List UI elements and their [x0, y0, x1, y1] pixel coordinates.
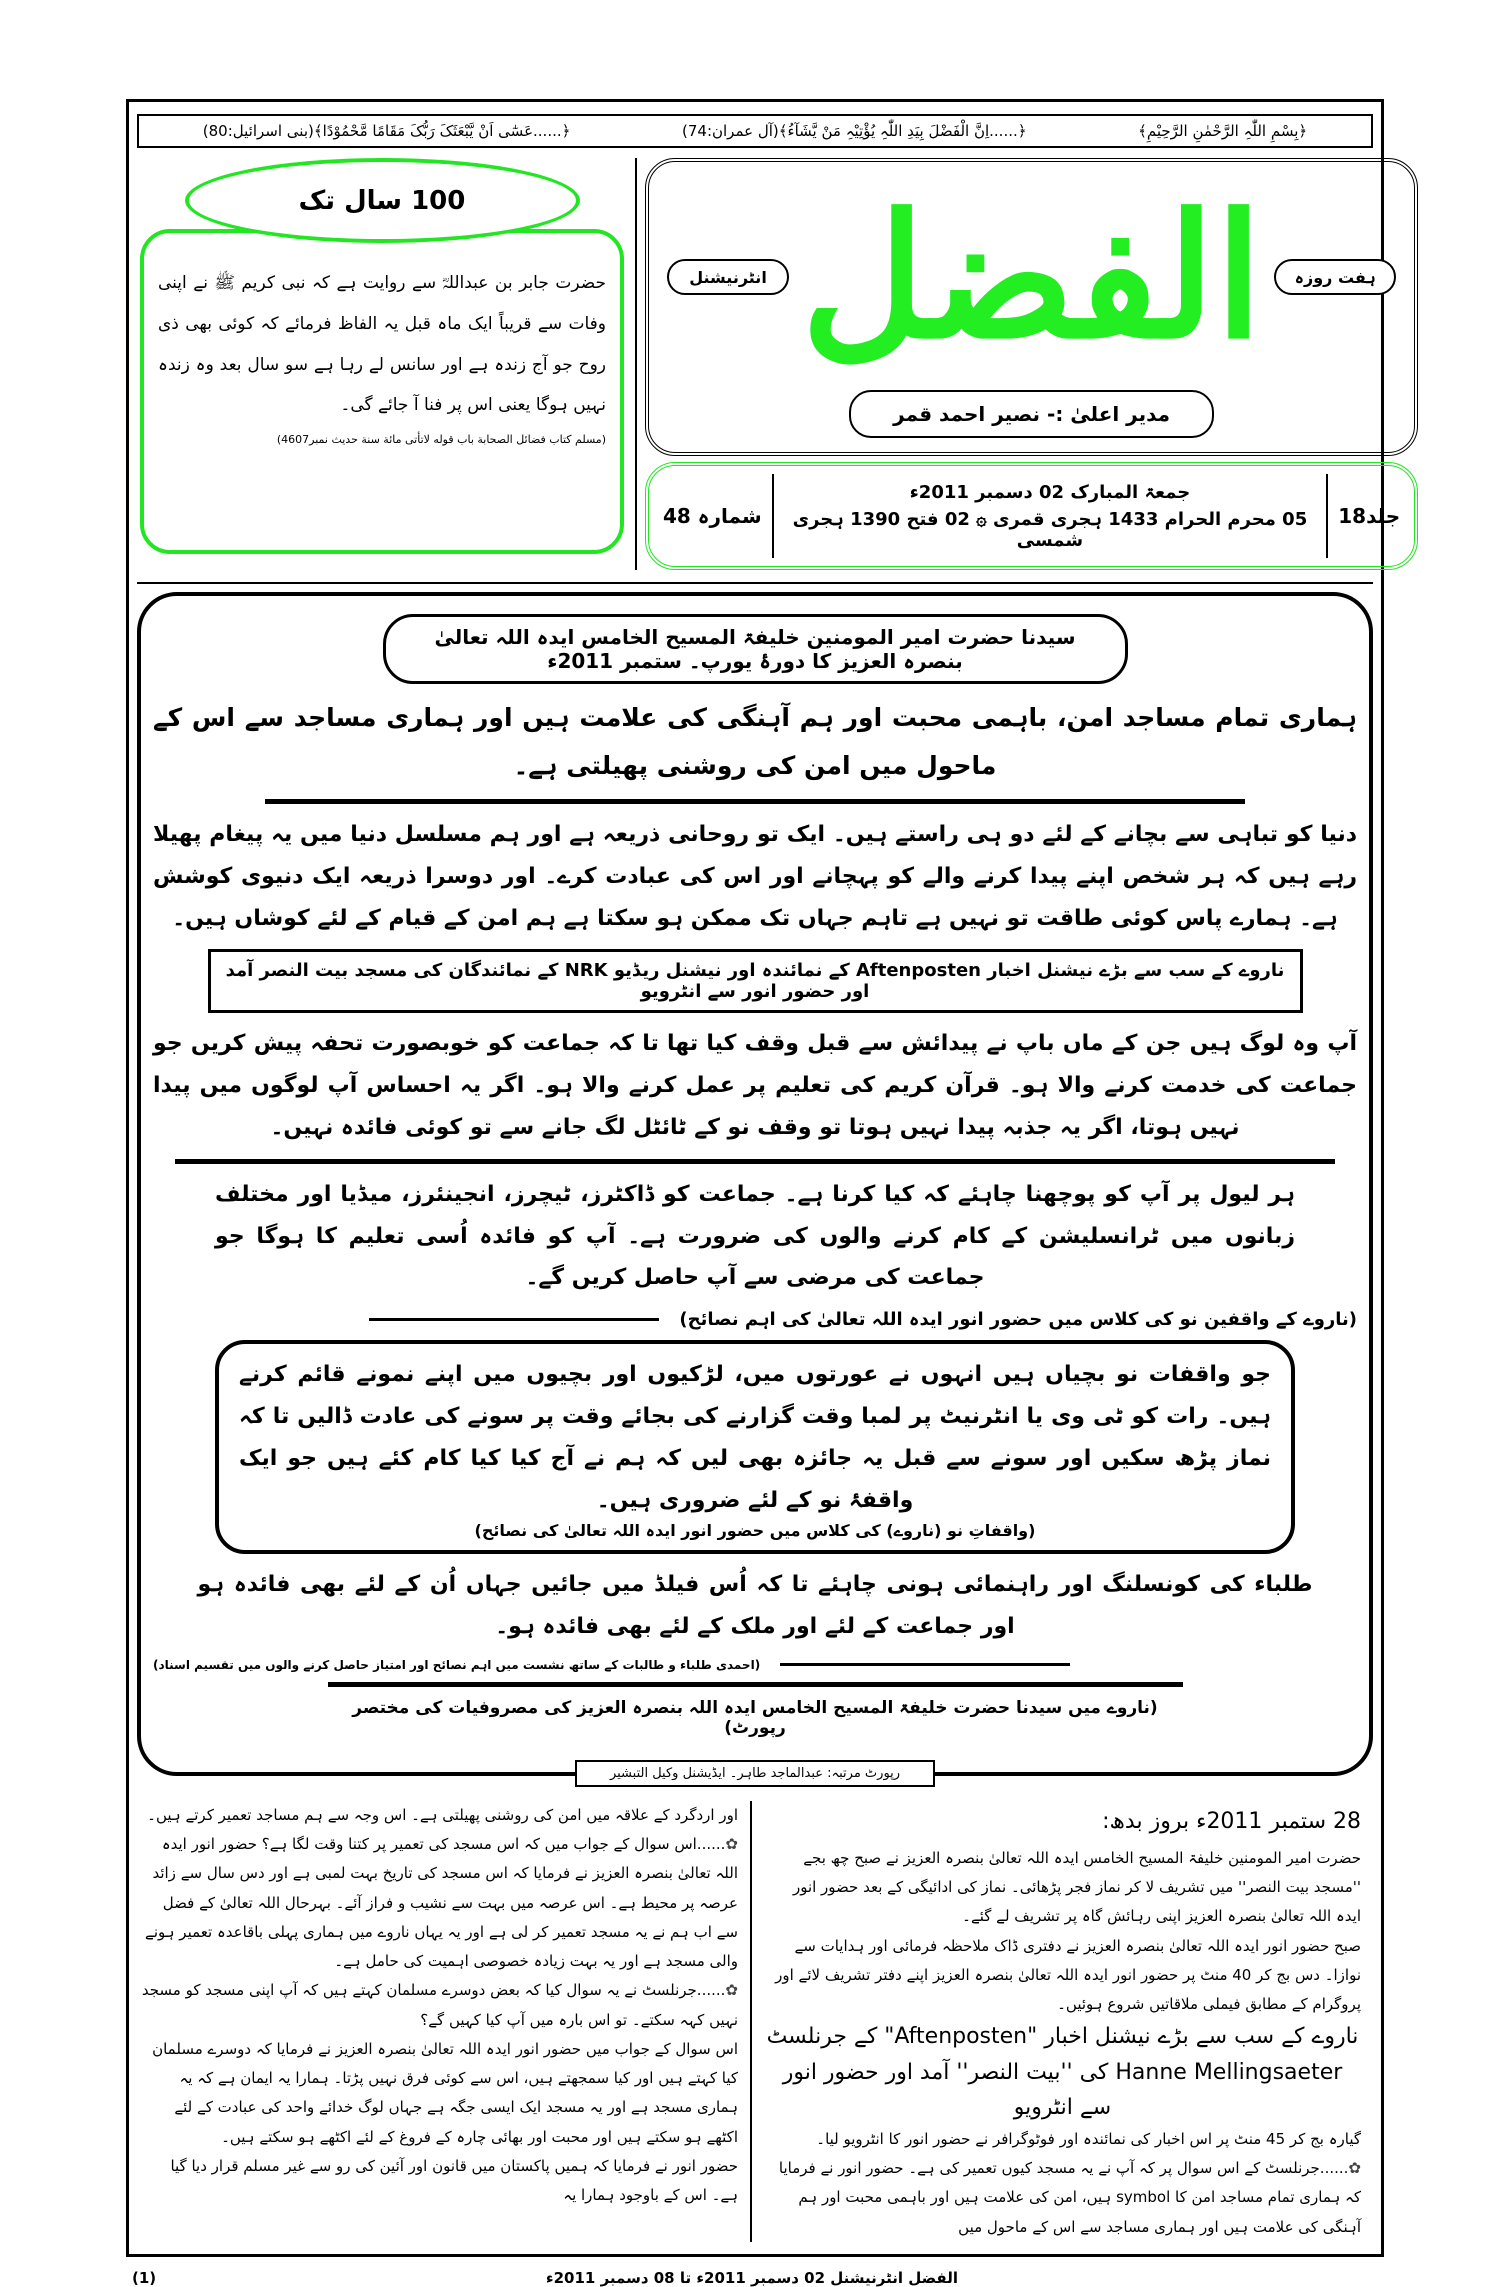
date-hijri: 05 محرم الحرام 1433 ہجری قمری ۞ 02 فتح 1390 ہجری شمسی	[792, 508, 1308, 551]
header-divider	[635, 158, 637, 570]
caption-row	[153, 1658, 1357, 1672]
verse-center: ﴿......اِنَّ الْفَضْلَ بِیَدِ اللّٰہِ یُؤْتِیْہِ مَنْ یَّشَآءُ﴾(آل عمران:74)	[681, 122, 1027, 140]
right-para-1: حضرت امیر المومنین خلیفۃ المسیح الخامس ایدہ اللہ تعالیٰ بنصرہ العزیز نے صبح چھ بجے ''مسجد بیت النصر'' میں تشریف لا کر نماز فجر پڑھائی۔ نماز کی ادائیگی کے بعد حضور انور ایدہ اللہ تعالیٰ بنصرہ العزیز اپنی رہائش گاہ پر تشریف لے گئے۔	[792, 1848, 1361, 1926]
weekly-badge: ہفت روزہ	[1274, 259, 1396, 295]
hadith-column	[137, 158, 627, 570]
caption-students: (احمدی طلباء و طالبات کے ساتھ نشست میں اہم نصائح اور امتیاز حاصل کرنے والوں میں تقسیم اسناد)	[153, 1657, 761, 1672]
article-para-3: ہر لیول پر آپ کو پوچھنا چاہئے کہ کیا کرنا ہے۔ جماعت کو ڈاکٹرز، ٹیچرز، انجینئرز، میڈیا اور مختلف زبانوں میں ٹرانسلیشن کے کام کرنے والوں کی ضرورت ہے۔ آپ کو فائدہ اُسی تعلیم کا ہوگا جو جماعت کی مرضی سے آپ حاصل کریں گے۔	[215, 1181, 1295, 1291]
left-para-1: اور اردگرد کے علاقہ میں امن کی روشنی پھیلتی ہے۔ اس وجہ سے ہم مساجد تعمیر کرتے ہیں۔	[147, 1805, 738, 1824]
international-badge: انٹرنیشنل	[667, 259, 789, 295]
caption-row	[153, 1309, 1357, 1330]
boxed-subheading: ناروے کے سب سے بڑے نیشنل اخبار Aftenposten کے نمائندہ اور نیشنل ریڈیو NRK کے نمائندگان کی مسجد بیت النصر آمد اور حضور انور سے انٹرویو	[208, 949, 1303, 1013]
waqifaat-box	[215, 1340, 1295, 1554]
flower-bullet-icon: ✿	[725, 1835, 738, 1854]
left-para-2	[141, 1830, 738, 1976]
alfazl-logo: الفضل	[801, 177, 1263, 377]
flower-bullet-icon: ✿	[1348, 2159, 1361, 2178]
caption-waqfeen: (ناروے کے واقفین نو کی کلاس میں حضور انور ایدہ اللہ تعالیٰ کی اہم نصائح)	[679, 1309, 1357, 1331]
columns	[137, 1801, 1373, 2242]
date-heading: 28 ستمبر 2011ء بروز بدھ:	[1102, 1808, 1361, 1834]
date-gregorian: جمعۃ المبارک 02 دسمبر 2011ء	[909, 481, 1191, 503]
caption-waqifaat: (واقفاتِ نو (ناروے) کی کلاس میں حضور انور ایدہ اللہ تعالیٰ کی نصائح)	[474, 1521, 1036, 1541]
caption-report: (ناروے میں سیدنا حضرت خلیفۃ المسیح الخامس ایدہ اللہ بنصرہ العزیز کی مصروفیات کی مختصر رپورٹ)	[352, 1697, 1158, 1738]
article-para-5: طلباء کی کونسلنگ اور راہنمائی ہونی چاہئے تا کہ اُس فیلڈ میں جائیں جہاں اُن کے لئے بھی فائدہ ہو اور جماعت کے لئے اور ملک کے لئے بھی فائدہ ہو۔	[197, 1572, 1313, 1640]
report-credit: رپورٹ مرتبہ: عبدالماجد طاہر۔ ایڈیشنل وکیل التبشیر	[575, 1760, 935, 1787]
right-para-3: گیارہ بج کر 45 منٹ پر اس اخبار کی نمائندہ اور فوٹوگرافر نے حضور انور کا انٹرویو لیا۔	[816, 2129, 1361, 2148]
hadith-box	[140, 229, 624, 554]
hadith-title: 100 سال تک	[185, 158, 580, 243]
page	[126, 0, 1401, 2287]
left-para-5: حضور انور نے فرمایا کہ ہمیں پاکستان میں قانون اور آئین کی رو سے غیر مسلم قرار دیا گیا ہے۔ اس کے باوجود ہمارا یہ	[170, 2156, 738, 2205]
verse-right: ﴿بِسْمِ اللّٰہِ الرَّحْمٰنِ الرَّحِیْمِ﴾	[1138, 122, 1308, 140]
issue-divider	[1326, 474, 1328, 558]
issue-number: شمارہ 48	[663, 504, 762, 528]
right-para-2: صبح حضور انور ایدہ اللہ تعالیٰ بنصرہ العزیز نے دفتری ڈاک ملاحظہ فرمائی اور ہدایات سے نوازا۔ دس بج کر 40 منٹ پر حضور انور ایدہ اللہ تعالیٰ بنصرہ العزیز اپنے دفتر تشریف لائے اور پروگرام کے مطابق فیملی ملاقاتیں شروع ہوئیں۔	[775, 1936, 1361, 2014]
rule	[175, 1159, 1335, 1164]
left-para-3-text: ......جرنلسٹ نے یہ سوال کیا کہ بعض دوسرے مسلمان کہتے ہیں کہ آپ اپنی مسجد کو مسجد نہیں کہہ سکتے۔ تو اس بارہ میں آپ کیا کہیں گے؟	[141, 1981, 738, 2029]
flower-bullet-icon: ✿	[725, 1981, 738, 2000]
left-column	[137, 1801, 742, 2242]
masthead	[645, 158, 1418, 456]
issue-dates	[784, 474, 1317, 558]
interview-heading-2: Hanne Mellingsaeter کی ''بیت النصر'' آمد اور حضور انور سے انٹرویو	[782, 2059, 1343, 2120]
article-heading: سیدنا حضرت امیر المومنین خلیفۃ المسیح الخامس ایدہ اللہ تعالیٰ بنصرہ العزیز کا دورۂ یورپ۔ ستمبر 2011ء	[383, 614, 1128, 684]
verse-strip	[137, 114, 1373, 148]
masthead-column	[645, 158, 1418, 570]
issue-divider	[772, 474, 774, 558]
page-frame	[126, 99, 1401, 2257]
right-column	[760, 1801, 1365, 2242]
rule	[328, 1682, 1183, 1687]
editor-badge: مدیر اعلیٰ :- نصیر احمد قمر	[849, 390, 1214, 438]
main-article-box	[137, 592, 1373, 1776]
article-para-1: دنیا کو تباہی سے بچانے کے لئے دو ہی راستے ہیں۔ ایک تو روحانی ذریعہ ہے اور ہم مسلسل دنیا میں یہ پیغام پھیلا رہے ہیں کہ ہر شخص اپنے پیدا کرنے والے کو پہچانے اور اس کی عبادت کرے۔ اور دوسرا ذریعہ ایک دنیوی کوشش ہے۔ ہمارے پاس کوئی طاقت تو نہیں ہے تاہم جہاں تک ممکن ہو سکتا ہے ہم امن کے قیام کے لئے کوشاں ہیں۔	[153, 822, 1357, 931]
right-para-4-text: ......جرنلسٹ کے اس سوال پر کہ آپ نے یہ مسجد کیوں تعمیر کی ہے۔ حضور انور نے فرمایا کہ ہماری تمام مساجد امن کا symbol ہیں، امن کی علامت ہیں اور باہمی محبت اور ہم آہنگی کی علامت ہیں اور ہماری مساجد سے اس کے ماحول میں	[778, 2159, 1361, 2236]
verse-left: ﴿......عَسٰٓی اَنْ یَّبْعَثَکَ رَبُّکَ مَقَامًا مَّحْمُوْدًا﴾(بنی اسرائیل:80)	[202, 122, 571, 140]
left-para-4: اس سوال کے جواب میں حضور انور ایدہ اللہ تعالیٰ بنصرہ العزیز نے فرمایا کہ دوسرے مسلمان کیا کہتے ہیں اور کیا سمجھتے ہیں، اس سے کوئی فرق نہیں پڑتا۔ ہمارا یہ ایمان ہے کہ یہ ہماری مسجد ہے اور یہ مسجد ایک ایسی جگہ ہے جہاں لوگ خدائے واحد کی عبادت کے لئے اکٹھے ہو سکتے ہیں اور محبت اور بھائی چارہ کے فروغ کے لئے اکٹھے ہو سکتے ہیں۔	[152, 2039, 738, 2146]
right-para-4	[764, 2154, 1361, 2242]
article-para-2: آپ وہ لوگ ہیں جن کے ماں باپ نے پیدائش سے قبل وقف کیا تھا تا کہ جماعت کو خوبصورت تحفہ پیش کریں جو جماعت کی خدمت کرنے والا ہو۔ قرآن کریم کی تعلیم پر عمل کرنے والا ہو۔ اگر یہ احساس آپ لوگوں میں پیدا نہیں ہوتا، اگر یہ جذبہ پیدا نہیں ہوتا تو وقف نو کے ٹائٹل لگ جانے سے تو کوئی فائدہ نہیں۔	[153, 1031, 1357, 1140]
header	[137, 158, 1401, 584]
masthead-row	[667, 172, 1396, 382]
issue-box	[645, 462, 1418, 570]
article-para-4: جو واقفات نو بچیاں ہیں انہوں نے عورتوں میں، لڑکیوں اور بچیوں میں اپنے نمونے قائم کرنے ہیں۔ رات کو ٹی وی یا انٹرنیٹ پر لمبا وقت گزارنے کی بجائے وقت پر سونے کی عادت ڈالیں تا کہ نماز پڑھ سکیں اور سونے سے قبل یہ جائزہ بھی لیں کہ ہم نے آج کیا کیا کام کئے ہیں جو ایک واقفۂ نو کے لئے ضروری ہیں۔	[239, 1362, 1271, 1513]
rule	[369, 1318, 659, 1321]
hadith-text: حضرت جابر بن عبداللہؓ سے روایت ہے کہ نبی کریم ﷺ نے اپنی وفات سے قریباً ایک ماہ قبل یہ الفاظ فرمائے کہ کوئی بھی ذی روح جو آج زندہ ہے اور سانس لے رہا ہے سو سال بعد وہ زندہ نہیں ہوگا یعنی اس پر فنا آ جائے گی۔	[158, 273, 606, 416]
article-lead: ہماری تمام مساجد امن، باہمی محبت اور ہم آہنگی کی علامت ہیں اور ہماری مساجد سے اس کے ماحول میں امن کی روشنی پھیلتی ہے۔	[153, 703, 1357, 780]
rule	[780, 1663, 1070, 1666]
hadith-reference: (مسلم کتاب فضائل الصحابة باب قوله لاتأتی مائة سنة حدیث نمبر4607)	[276, 433, 606, 447]
volume-number: جلد18	[1338, 504, 1401, 528]
rule	[265, 799, 1245, 804]
footer-masthead: الفضل انٹرنیشنل 02 دسمبر 2011ء تا 08 دسمبر 2011ء	[545, 2268, 958, 2287]
credit-row	[137, 1760, 1373, 1787]
column-divider	[750, 1801, 752, 2242]
left-para-2-text: ......اس سوال کے جواب میں کہ اس مسجد کی تعمیر پر کتنا وقت لگا ہے؟ حضور انور ایدہ اللہ تعالیٰ بنصرہ العزیز نے فرمایا کہ اس مسجد کی تاریخ بہت لمبی ہے اور دس سال سے زائد عرصہ پر محیط ہے۔ اس عرصہ میں بہت سے نشیب و فراز آئے۔ بہرحال اللہ تعالیٰ کے فضل سے اب ہم نے یہ مسجد تعمیر کر لی ہے اور یہ یہاں ناروے میں ہماری پہلی باقاعدہ تعمیر ہونے والی مسجد ہے اور یہ بہت زیادہ خصوصی اہمیت کی حامل ہے۔	[145, 1835, 738, 1971]
left-para-3	[141, 1976, 738, 2035]
page-number: (1)	[132, 2268, 157, 2287]
interview-heading-1: ناروے کے سب سے بڑے نیشنل اخبار "Aftenposten" کے جرنلسٹ	[766, 2024, 1359, 2050]
footer	[126, 2269, 1384, 2287]
